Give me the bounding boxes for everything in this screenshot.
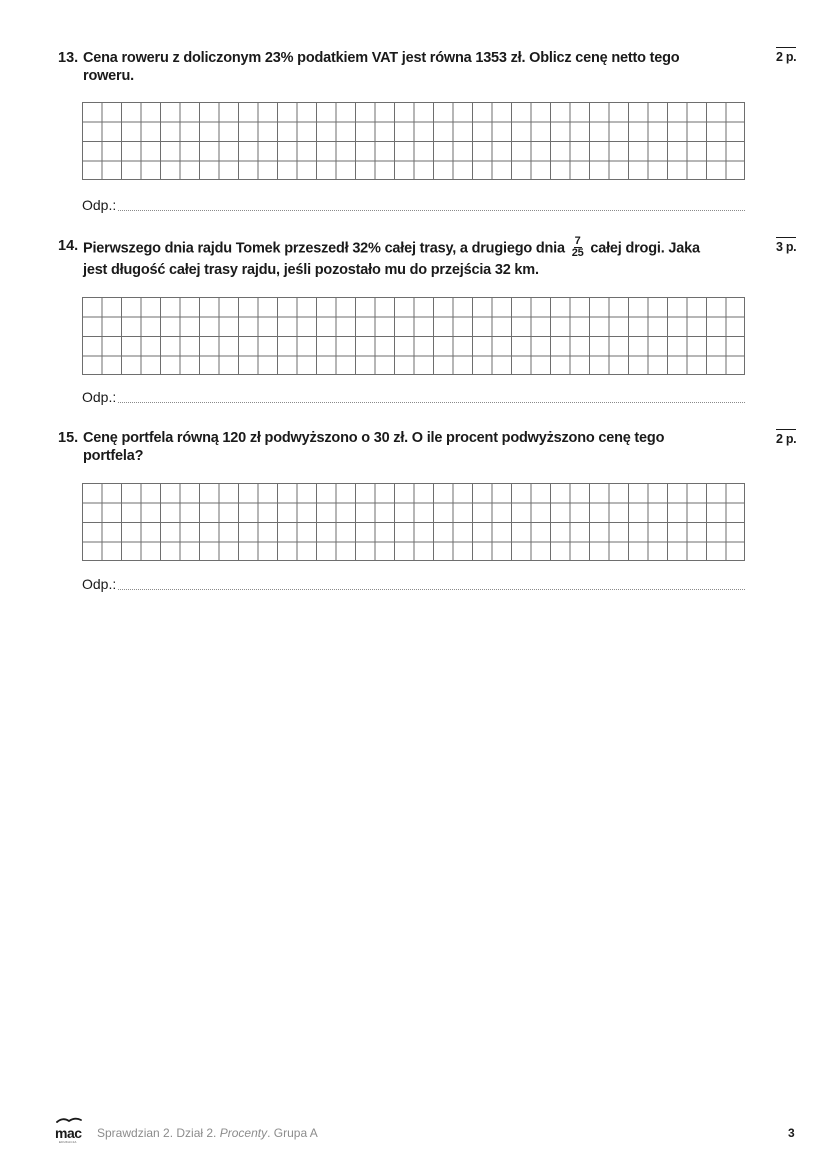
answer-row (82, 574, 745, 592)
answer-input-line[interactable] (118, 391, 745, 403)
logo-bird-icon (56, 1116, 82, 1124)
footer-title (97, 1126, 318, 1140)
logo-subtext: EDUKACJA (59, 1140, 77, 1144)
footer-title-italic: Procenty (219, 1126, 268, 1140)
answer-grid[interactable] (82, 102, 745, 180)
task-question-text: Pierwszego dnia rajdu Tomek przeszedł 32% całej trasy, a drugiego dnia (83, 240, 565, 257)
task-question-line: Cenę portfela równą 120 zł podwyższono o 30 zł. O ile procent podwyższono cenę tego (83, 430, 665, 446)
task-question-line (83, 237, 743, 260)
answer-label: Odp.: (82, 197, 117, 213)
task-number: 14. (58, 238, 79, 254)
logo-text: mac (55, 1125, 82, 1141)
task-question-line: jest długość całej trasy rajdu, jeśli pozostało mu do przejścia 32 km. (83, 262, 539, 278)
task-number: 13. (58, 50, 79, 66)
task-question (83, 429, 743, 465)
answer-row (82, 387, 745, 405)
points-badge: 2 p. (776, 47, 796, 64)
task-question-line: Cena roweru z doliczonym 23% podatkiem VAT jest równa 1353 zł. Oblicz cenę netto tego (83, 50, 680, 66)
task-question (83, 237, 743, 279)
page-footer (0, 1110, 828, 1150)
publisher-logo (52, 1114, 86, 1144)
fraction-numerator: 7 (574, 235, 581, 247)
points-badge: 3 p. (776, 237, 796, 254)
answer-grid[interactable] (82, 483, 745, 561)
points-badge: 2 p. (776, 429, 796, 446)
answer-label: Odp.: (82, 576, 117, 592)
task-question (83, 49, 743, 85)
answer-grid[interactable] (82, 297, 745, 375)
answer-label: Odp.: (82, 389, 117, 405)
fraction-denominator: 25 (571, 247, 584, 259)
footer-title-prefix: Sprawdzian 2. Dział 2. (97, 1126, 220, 1140)
task-question-line: portfela? (83, 448, 144, 464)
task-question-text: całej drogi. Jaka (590, 240, 700, 257)
footer-title-suffix: . Grupa A (267, 1126, 318, 1140)
page-number: 3 (788, 1126, 795, 1140)
answer-row (82, 195, 745, 213)
fraction (571, 236, 585, 259)
task-number: 15. (58, 430, 79, 446)
answer-input-line[interactable] (118, 199, 745, 211)
task-question-line: roweru. (83, 68, 134, 84)
answer-input-line[interactable] (118, 578, 745, 590)
